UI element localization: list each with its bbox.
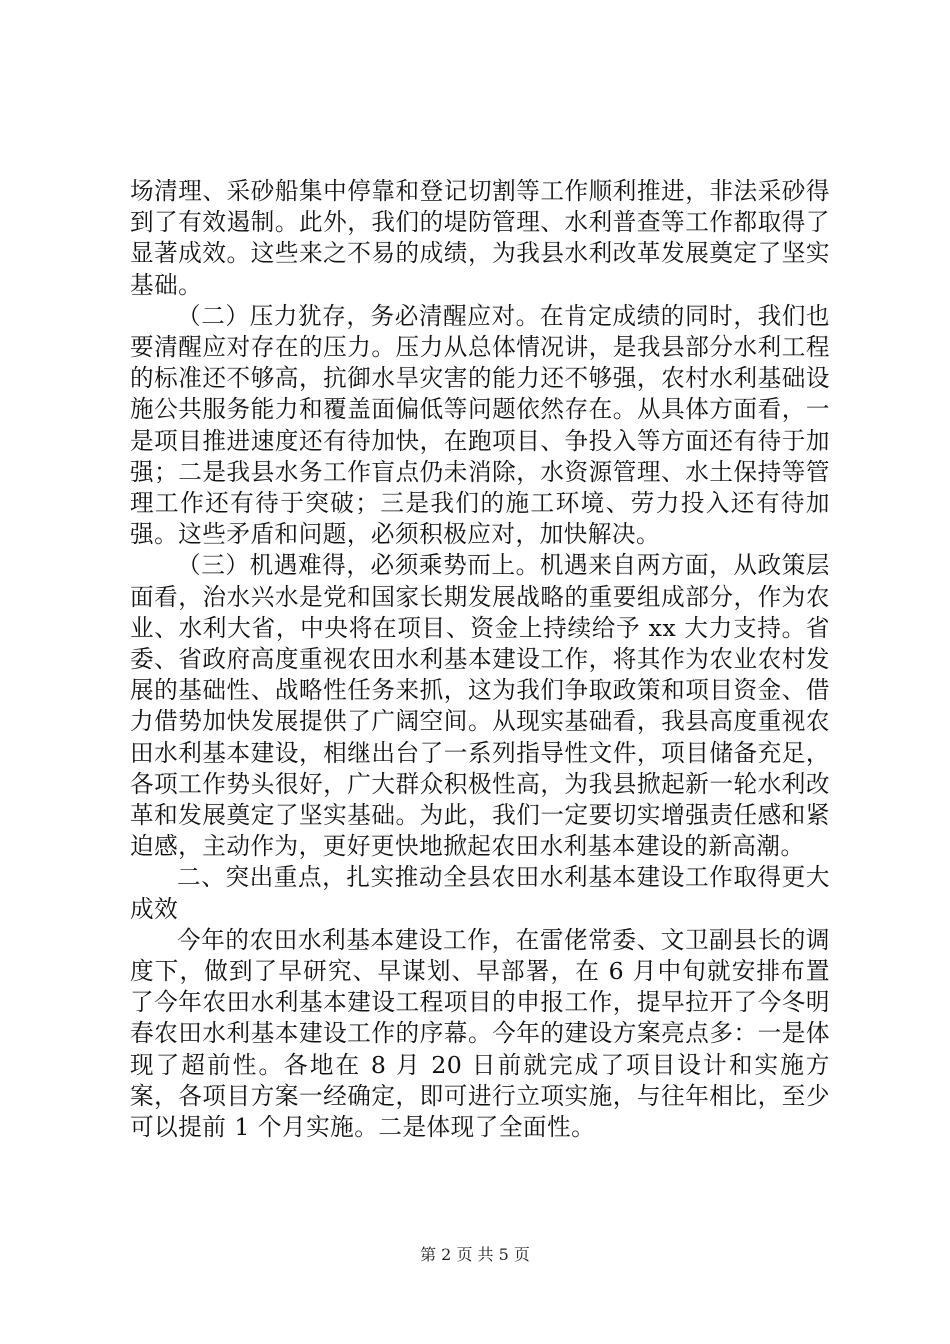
section-heading: 二、突出重点，扎实推动全县农田水利基本建设工作取得更大成效 bbox=[130, 863, 830, 923]
paragraph-opportunity: （三）机遇难得，必须乘势而上。机遇来自两方面，从政策层面看，治水兴水是党和国家长期发展战略的重要组成部分，作为农业、水利大省，中央将在项目、资金上持续给予 xx 大力支持。省委、省政府高度重视农田水利基本建设工作，将其作为农业农村发展的基础性、战略性任务来抓，这为我们争取政策和项目资金、借力借势加快发展提供了广阔空间。从现实基础看，我县高度重视农田水利基本建设，相继出台了一系列指导性文件，项目储备充足，各项工作势头很好，广大群众积极性高，为我县掀起新一轮水利改革和发展奠定了坚实基础。为此，我们一定要切实增强责任感和紧迫感，主动作为，更好更快地掀起农田水利基本建设的新高潮。 bbox=[130, 551, 830, 861]
paragraph-this-year: 今年的农田水利基本建设工作，在雷佬常委、文卫副县长的调度下，做到了早研究、早谋划、早部署，在 6 月中旬就安排布置了今年农田水利基本建设工程项目的申报工作，提早拉开了今冬明春农田水利基本建设工作的序幕。今年的建设方案亮点多：一是体现了超前性。各地在 8 月 20 日前就完成了项目设计和实施方案，各项目方案一经确定，即可进行立项实施，与往年相比，至少可以提前 1 个月实施。二是体现了全面性。 bbox=[130, 925, 830, 1142]
body-text bbox=[130, 176, 830, 1143]
paragraph-pressure: （二）压力犹存，务必清醒应对。在肯定成绩的同时，我们也要清醒应对存在的压力。压力从总体情况讲，是我县部分水利工程的标准还不够高，抗御水旱灾害的能力还不够强，农村水利基础设施公共服务能力和覆盖面偏低等问题依然存在。从具体方面看，一是项目推进速度还有待加快，在跑项目、争投入等方面还有待于加强；二是我县水务工作盲点仍未消除，水资源管理、水土保持等管理工作还有待于突破；三是我们的施工环境、劳力投入还有待加强。这些矛盾和问题，必须积极应对，加快解决。 bbox=[130, 301, 830, 549]
paragraph-continuation: 场清理、采砂船集中停靠和登记切割等工作顺利推进，非法采砂得到了有效遏制。此外，我们的堤防管理、水利普查等工作都取得了显著成效。这些来之不易的成绩，为我县水利改革发展奠定了坚实基础。 bbox=[130, 177, 830, 299]
page-number: 第 2 页 共 5 页 bbox=[420, 1245, 530, 1264]
